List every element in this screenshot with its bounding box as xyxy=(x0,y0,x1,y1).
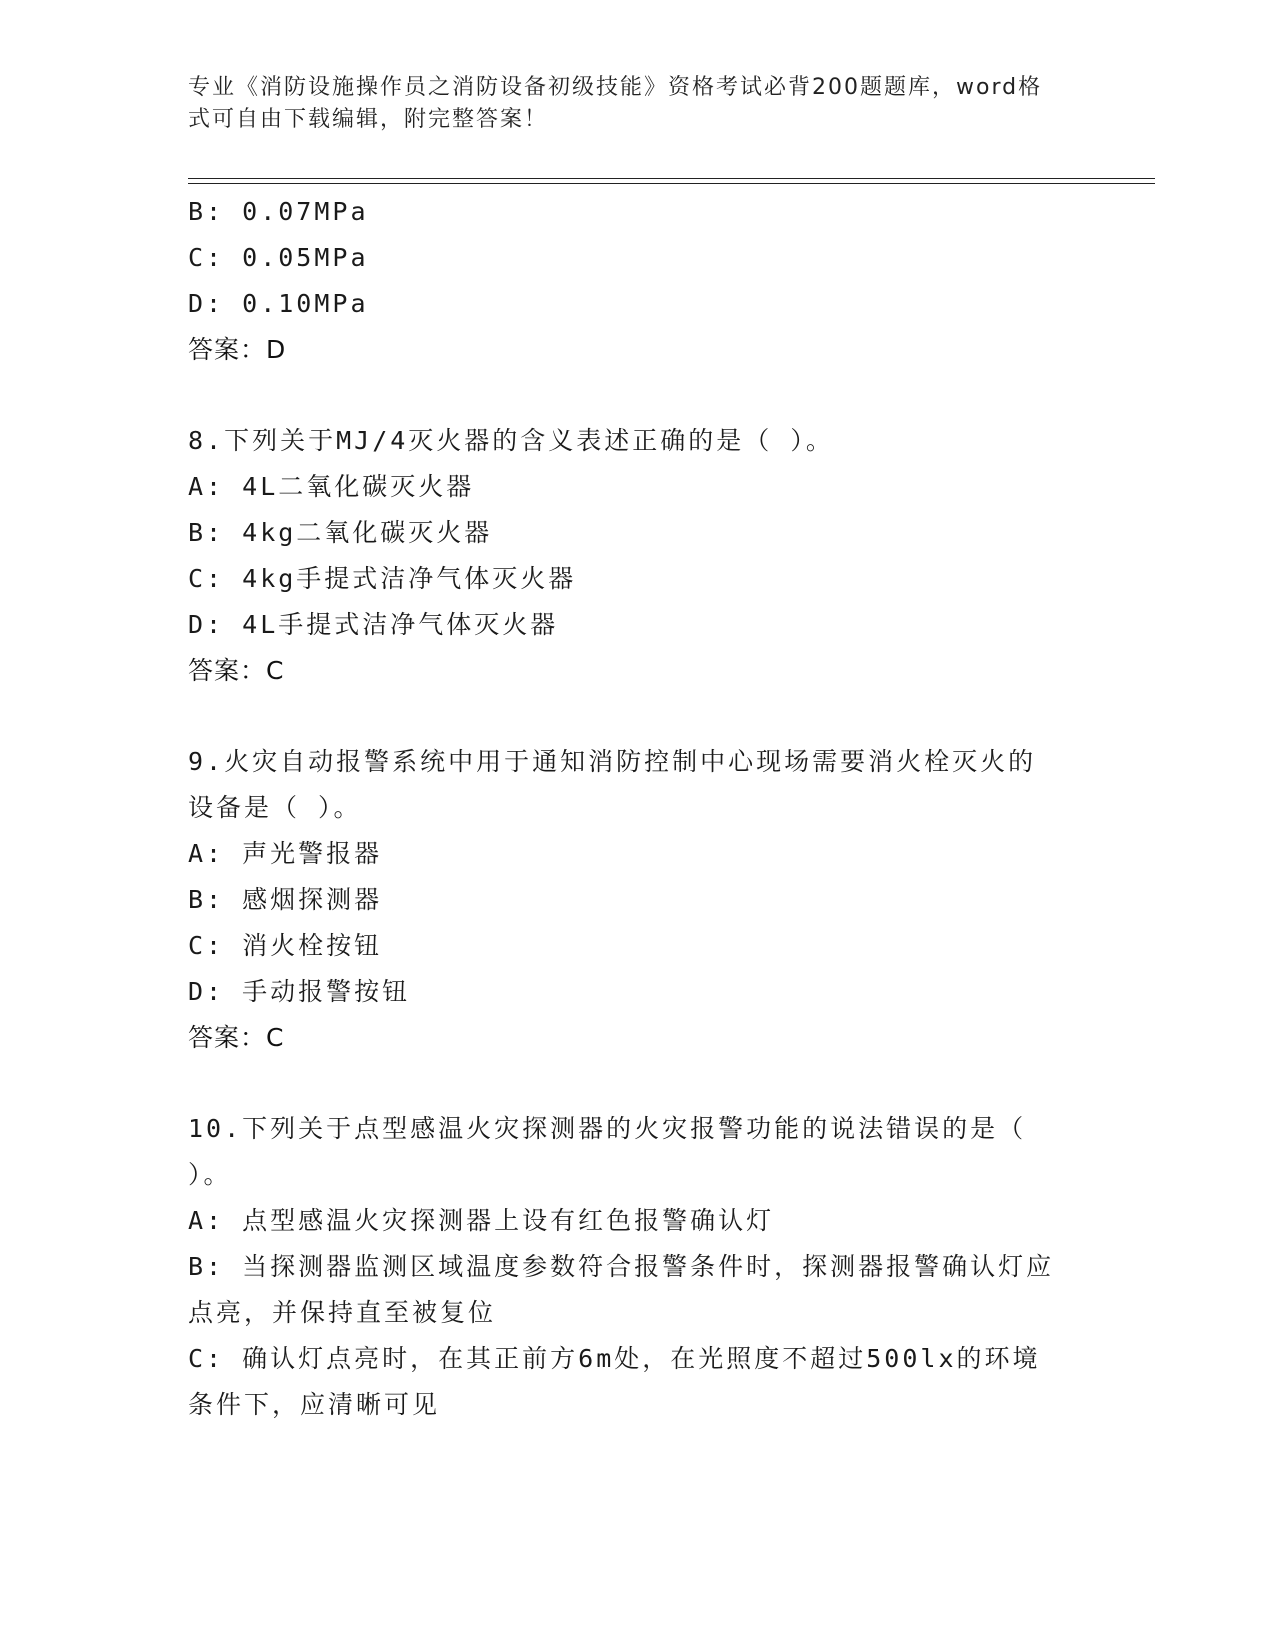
q9-option-c: C: 消火栓按钮 xyxy=(188,931,383,960)
q7-option-c: C: 0.05MPa xyxy=(188,243,369,272)
q10-option-c-line-1: C: 确认灯点亮时，在其正前方6m处，在光照度不超过500lx的环境 xyxy=(188,1344,1041,1373)
q8-option-c: C: 4kg手提式洁净气体灭火器 xyxy=(188,564,577,593)
question-9 xyxy=(188,739,1088,1061)
q8-option-a: A: 4L二氧化碳灭火器 xyxy=(188,472,475,501)
q10-option-a: A: 点型感温火灾探测器上设有红色报警确认灯 xyxy=(188,1206,775,1235)
q9-option-d: D: 手动报警按钮 xyxy=(188,977,411,1006)
question-list xyxy=(188,189,1088,1428)
q10-question-line-1: 10.下列关于点型感温火灾探测器的火灾报警功能的说法错误的是（ xyxy=(188,1114,1027,1143)
q7-answer: 答案：D xyxy=(188,335,287,364)
q9-option-a: A: 声光警报器 xyxy=(188,839,383,868)
header-line-2: 式可自由下载编辑，附完整答案！ xyxy=(188,107,549,132)
q8-question: 8.下列关于MJ/4灭火器的含义表述正确的是（ ）。 xyxy=(188,426,834,455)
header-divider-bottom xyxy=(188,183,1155,184)
q9-question-line-2: 设备是（ ）。 xyxy=(188,793,362,822)
q8-answer: 答案：C xyxy=(188,656,285,685)
q8-option-d: D: 4L手提式洁净气体灭火器 xyxy=(188,610,559,639)
q7-option-b: B: 0.07MPa xyxy=(188,197,369,226)
header-divider-top xyxy=(188,178,1155,179)
question-8 xyxy=(188,418,1088,694)
question-7 xyxy=(188,189,1088,373)
question-10 xyxy=(188,1106,1088,1428)
q10-option-b-line-2: 点亮，并保持直至被复位 xyxy=(188,1298,497,1327)
document-header xyxy=(188,72,1068,136)
q9-question-line-1: 9.火灾自动报警系统中用于通知消防控制中心现场需要消火栓灭火的 xyxy=(188,747,1037,776)
q10-option-b-line-1: B: 当探测器监测区域温度参数符合报警条件时，探测器报警确认灯应 xyxy=(188,1252,1055,1281)
q9-answer: 答案：C xyxy=(188,1023,285,1052)
q7-option-d: D: 0.10MPa xyxy=(188,289,369,318)
q10-question-line-2: ）。 xyxy=(188,1160,232,1189)
header-line-1: 专业《消防设施操作员之消防设备初级技能》资格考试必背200题题库，word格 xyxy=(188,75,1043,100)
q9-option-b: B: 感烟探测器 xyxy=(188,885,383,914)
q10-option-c-line-2: 条件下，应清晰可见 xyxy=(188,1390,441,1419)
q8-option-b: B: 4kg二氧化碳灭火器 xyxy=(188,518,493,547)
